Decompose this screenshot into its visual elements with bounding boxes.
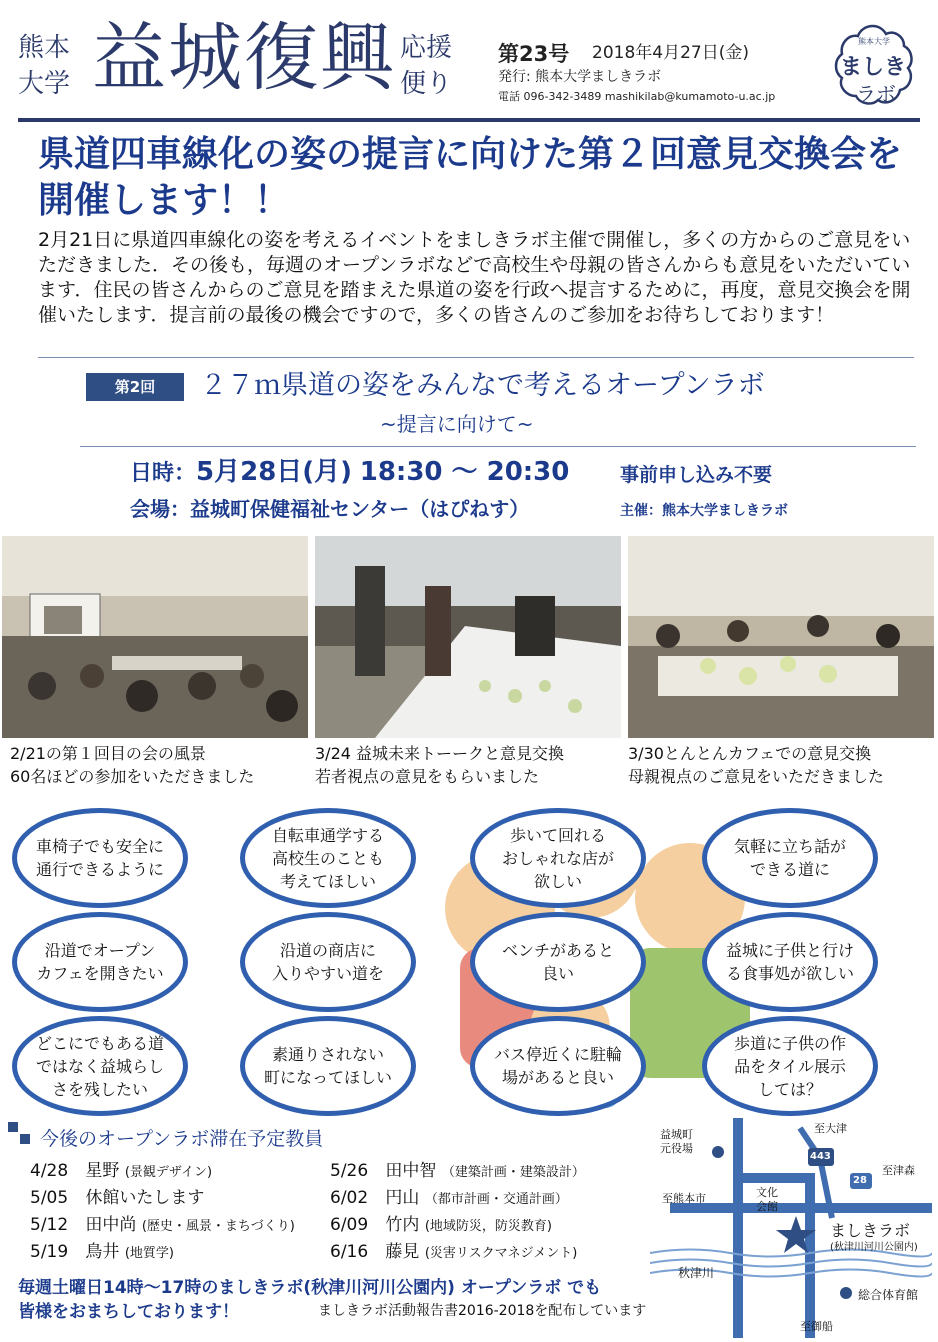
opinion-bubble: 素通りされない 町になってほしい bbox=[240, 1016, 416, 1116]
event-subtitle: ~提言に向けて~ bbox=[380, 412, 534, 436]
schedule-date: 6/02 bbox=[330, 1188, 369, 1208]
map-to-mifune: 至御船 bbox=[800, 1320, 833, 1333]
logo-text: ましき bbox=[840, 55, 907, 80]
logo-text-2: ラボ bbox=[856, 82, 896, 106]
schedule-name: 星野 bbox=[85, 1161, 120, 1181]
event-venue: 会場：益城町保健福祉センター（はぴねす） bbox=[130, 497, 530, 521]
event-badge: 第2回 bbox=[86, 373, 184, 401]
map-town-office: 益城町 元役場 bbox=[660, 1128, 693, 1155]
divider bbox=[38, 357, 914, 358]
schedule-date: 5/05 bbox=[30, 1188, 69, 1208]
map-lab-note: (秋津川河川公園内) bbox=[830, 1242, 918, 1253]
mashiki-lab-logo bbox=[830, 22, 916, 108]
schedule-note: (景観デザイン) bbox=[124, 1165, 213, 1180]
map-route-443: 443 bbox=[810, 1151, 831, 1162]
header-rule bbox=[18, 118, 920, 122]
schedule-date: 4/28 bbox=[30, 1161, 69, 1181]
kumamoto-univ-label: 熊本大学 bbox=[18, 33, 71, 99]
divider bbox=[80, 446, 916, 447]
opinion-bubble: どこにでもある道 ではなく益城らし さを残したい bbox=[12, 1016, 188, 1116]
caption-line: 3/30とんとんカフェでの意見交換 bbox=[628, 744, 872, 763]
caption-line: 60名ほどの参加をいただきました bbox=[10, 767, 255, 786]
schedule-row bbox=[30, 1187, 204, 1209]
event-title: ２７ｍ県道の姿をみんなで考えるオープンラボ bbox=[200, 370, 765, 401]
publisher: 発行: 熊本大学ましきラボ bbox=[498, 69, 662, 85]
schedule-date: 5/19 bbox=[30, 1242, 69, 1262]
logo-top-text: 熊本大学 bbox=[858, 37, 890, 46]
schedule-name: 休館いたします bbox=[85, 1188, 205, 1208]
schedule-note: (地質学) bbox=[124, 1246, 174, 1261]
when-label: 日時： bbox=[130, 461, 197, 486]
map-to-tsumori: 至津森 bbox=[882, 1164, 915, 1177]
schedule-row bbox=[30, 1160, 212, 1184]
opinion-bubble: 沿道の商店に 入りやすい道を bbox=[240, 912, 416, 1012]
event-host: 主催：熊本大学ましきラボ bbox=[620, 503, 788, 519]
map-route-28: 28 bbox=[853, 1175, 867, 1186]
footer-line: 皆様をおまちしております！ bbox=[18, 1302, 239, 1322]
schedule-date: 6/16 bbox=[330, 1242, 369, 1262]
issue-date: 2018年4月27日(金) bbox=[592, 43, 749, 63]
when-time: 18:30 ～ 20:30 bbox=[359, 457, 570, 487]
schedule-name: 田中智 bbox=[385, 1161, 437, 1181]
schedule-date: 5/12 bbox=[30, 1215, 69, 1235]
schedule-date: 6/09 bbox=[330, 1215, 369, 1235]
intro-text: 2月21日に県道四車線化の姿を考えるイベントをましきラボ主催で開催し，多くの方からのご意見をいただきました．その後も，毎週のオープンラボなどで高校生や母親の皆さんからも意見をいただいています．住民の皆さんからのご意見を踏まえた県道の姿を行政へ提言するために，再度，意見交換会を開催いたします．提言前の最後の機会ですので，多くの皆さんのご参加をお待ちしております！ bbox=[38, 229, 911, 326]
contact-info: 電話 096-342-3489 mashikilab@kumamoto-u.ac.jp bbox=[498, 90, 776, 103]
schedule-name: 竹内 bbox=[385, 1215, 420, 1235]
opinion-bubble: 自転車通学する 高校生のことも 考えてほしい bbox=[240, 808, 416, 908]
map-river: 秋津川 bbox=[678, 1266, 715, 1280]
photo-caption-1 bbox=[10, 742, 254, 788]
heading-square-icon bbox=[20, 1134, 30, 1144]
opinion-bubble: 歩道に子供の作 品をタイル展示 しては？ bbox=[702, 1016, 878, 1116]
heading-square-icon bbox=[8, 1122, 18, 1132]
schedule-row bbox=[330, 1160, 585, 1184]
headline: 県道四車線化の姿の提言に向けた第２回意見交換会を開催します！！ bbox=[38, 134, 903, 221]
schedule-note: （都市計画・交通計画） bbox=[424, 1192, 568, 1207]
photo-caption-2 bbox=[315, 742, 564, 788]
newsletter-subtitle: 応援便り bbox=[400, 33, 453, 99]
schedule-note: (災害リスクマネジメント) bbox=[424, 1246, 578, 1261]
schedule-name: 田中尚 bbox=[85, 1215, 137, 1235]
schedule-note: (歴史・風景・まちづくり) bbox=[141, 1219, 295, 1234]
photo-meeting-2 bbox=[315, 536, 621, 738]
map-gym: 総合体育館 bbox=[858, 1288, 919, 1302]
schedule-heading: 今後のオープンラボ滞在予定教員 bbox=[40, 1128, 324, 1150]
opinion-bubble: 車椅子でも安全に 通行できるように bbox=[12, 808, 188, 908]
schedule-row bbox=[30, 1214, 295, 1238]
photo-meeting-1 bbox=[2, 536, 308, 738]
when-date: 5月28日(月) bbox=[196, 457, 353, 487]
schedule-row bbox=[30, 1241, 174, 1265]
schedule-row bbox=[330, 1187, 568, 1211]
caption-line: 母親視点のご意見をいただきました bbox=[628, 767, 885, 786]
map-to-ozu: 至大津 bbox=[814, 1122, 847, 1135]
photo-meeting-3 bbox=[628, 536, 934, 738]
schedule-name: 鳥井 bbox=[85, 1242, 120, 1262]
event-datetime bbox=[130, 456, 569, 490]
report-note: ましきラボ活動報告書2016-2018を配布しています bbox=[318, 1303, 647, 1319]
map-to-kumamoto: 至熊本市 bbox=[662, 1192, 706, 1205]
opinion-bubble: 沿道でオープン カフェを開きたい bbox=[12, 912, 188, 1012]
opinion-bubble: 歩いて回れる おしゃれな店が 欲しい bbox=[470, 808, 646, 908]
footer-line: 毎週土曜日14時～17時のましきラボ(秋津川河川公園内) オープンラボ でも bbox=[18, 1278, 602, 1298]
opinion-bubble: 気軽に立ち話が できる道に bbox=[702, 808, 878, 908]
schedule-note: (地域防災，防災教育) bbox=[424, 1219, 552, 1234]
opinion-bubble: バス停近くに駐輪 場があると良い bbox=[470, 1016, 646, 1116]
newsletter-title: 益城復興 bbox=[92, 15, 396, 101]
map-lab: ましきラボ bbox=[830, 1221, 911, 1240]
map-bunka-kaikan: 文化 会館 bbox=[756, 1186, 778, 1213]
opinion-bubble: ベンチがあると 良い bbox=[470, 912, 646, 1012]
schedule-note: （建築計画・建築設計） bbox=[441, 1165, 585, 1180]
access-map bbox=[650, 1118, 932, 1338]
caption-line: 3/24 益城未来トーークと意見交換 bbox=[315, 744, 565, 763]
photo-caption-3 bbox=[628, 742, 884, 788]
issue-number: 第23号 bbox=[498, 42, 570, 66]
caption-line: 若者視点の意見をもらいました bbox=[315, 767, 540, 786]
schedule-date: 5/26 bbox=[330, 1161, 369, 1181]
opinion-bubble: 益城に子供と行け る食事処が欲しい bbox=[702, 912, 878, 1012]
schedule-name: 円山 bbox=[385, 1188, 420, 1208]
schedule-row bbox=[330, 1214, 552, 1238]
schedule-row bbox=[330, 1241, 577, 1265]
no-registration: 事前申し込み不要 bbox=[620, 464, 773, 486]
schedule-name: 藤見 bbox=[385, 1242, 420, 1262]
caption-line: 2/21の第１回目の会の風景 bbox=[10, 744, 206, 763]
